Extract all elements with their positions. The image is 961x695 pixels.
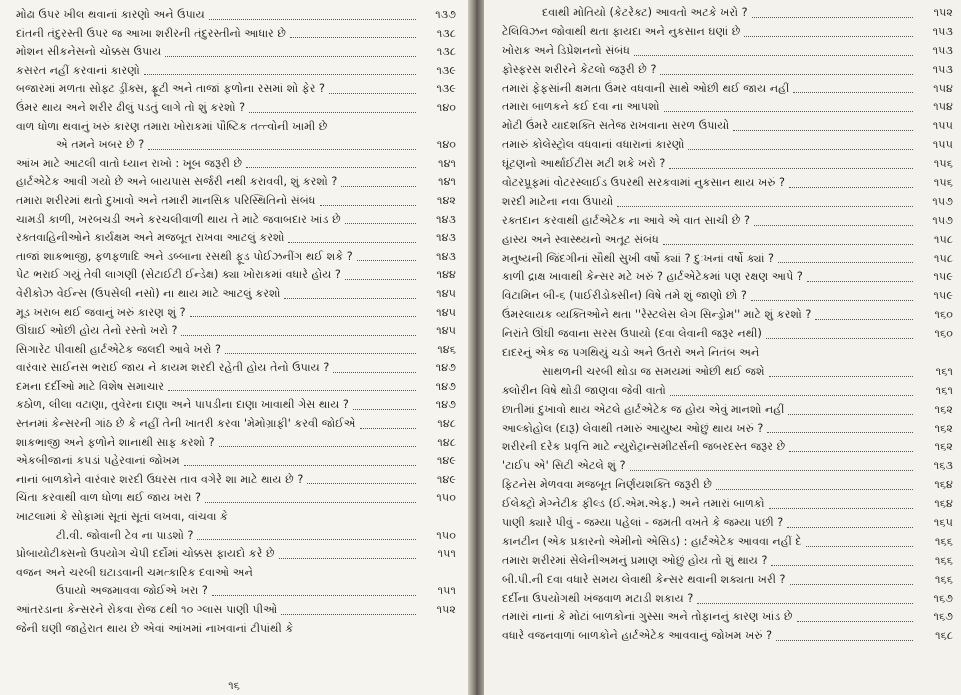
toc-entry-title: સ્તનમાં કેન્સરની ગાંઠ છે કે નહીં તેની ખાતરી કરવા 'મેમોગ્રાફી' કરવી જોઈએ: [16, 417, 356, 431]
toc-entry-title: દર્દીના ઉપયોગથી ખંજવાળ મટાડી શકાય ?: [502, 591, 694, 605]
dot-leader: [630, 470, 913, 471]
dot-leader: [288, 242, 416, 243]
toc-entry-title: જેની ઘણી જાહેરાત થાય છે એવાં આંખમાં નાખવાનાં ટીપાંથી કે: [16, 621, 294, 635]
toc-page-number: ૧૪૯: [436, 472, 456, 486]
toc-entry-title: ટી.વી. જોવાની ટેવ ના પાડશો ?: [56, 528, 194, 542]
dot-leader: [815, 319, 913, 320]
toc-page-number: ૧૪૮: [437, 435, 456, 449]
toc-entry: [16, 359, 456, 378]
toc-page-number: ૧૫૫: [932, 138, 953, 152]
toc-page-number: ૧૫૭: [932, 213, 953, 227]
toc-entry-title: શરીરની દરેક પ્રવૃત્તિ માટે ન્યુરોટ્રાન્સમીટર્સની જબરદસ્ત જરૂર છે: [502, 440, 786, 454]
dot-leader: [752, 17, 913, 18]
toc-entry-title: મોટી ઉંમરે યાદશક્તિ સતેજ રાખવાના સરળ ઉપાયો: [502, 119, 730, 133]
page-number-footer: ૧૬: [228, 679, 240, 692]
toc-entry-title: કાનટીન (એક પ્રકારનો એમીનો એસિડ) : હાર્ટએટેક આવવા નહીં દે: [502, 534, 802, 548]
toc-entry: [502, 457, 953, 476]
toc-entry: [16, 601, 456, 620]
dot-leader: [168, 390, 416, 391]
toc-entry: [16, 173, 456, 192]
dot-leader: [290, 37, 416, 38]
toc-entry-title: બી.પી.ની દવા વધારે સમય લેવાથી કેન્સર થવાની શક્યતા ખરી ?: [502, 572, 786, 586]
toc-entry-title: મોશન સીકનેસનો ચોક્કસ ઉપાય: [16, 45, 162, 59]
dot-leader: [205, 502, 416, 503]
dot-leader: [284, 298, 416, 299]
dot-leader: [209, 19, 416, 20]
dot-leader: [353, 409, 416, 410]
dot-leader: [664, 111, 913, 112]
toc-entry: [502, 42, 953, 61]
toc-page-number: ૧૪૩: [436, 231, 456, 245]
toc-page-number: ૧૫૧: [437, 547, 456, 561]
toc-page-number: ૧૬૦: [934, 327, 953, 341]
dot-leader: [144, 74, 416, 75]
toc-page-number: ૧૫૩: [932, 62, 953, 76]
dot-leader: [246, 167, 416, 168]
toc-entry-title: મૂડ ખરાબ થઈ જવાનું ખરું કારણ શું ?: [16, 305, 186, 319]
toc-page-number: ૧૫૮: [934, 251, 953, 265]
toc-page-number: ૧૬૬: [934, 572, 953, 586]
toc-entry-title: પ્રોબાયોટીક્સનો ઉપયોગ ચેપી દર્દોમાં ચોક્કસ ફાયદો કરે છે: [16, 547, 275, 561]
toc-entry: [502, 61, 953, 80]
toc-entry-title: ખાટલામાં કે સોફામાં સૂતાં સૂતાં લખવા, વાંચવા કે: [16, 510, 228, 524]
toc-entry: [502, 250, 953, 269]
toc-entry-title: વેરીકોઝ વેઈન્સ (ઉપસેલી નસો) ના થાય માટે આટલું કરશો: [16, 286, 281, 300]
dot-leader: [688, 149, 913, 150]
toc-entry-title: ટેલિવિઝન જોવાથી થતા ફાયદા અને નુકસાન ઘણાં છે: [502, 24, 741, 38]
toc-entry: [16, 564, 456, 583]
toc-page-number: ૧૬૧: [935, 364, 953, 378]
toc-entry: [502, 174, 953, 193]
toc-page-number: ૧૫૨: [436, 603, 456, 616]
toc-page-number: ૧૩૮: [436, 45, 456, 59]
dot-leader: [307, 483, 416, 484]
dot-leader: [190, 316, 416, 317]
toc-entry-title: તમારા બાળકને કઈ દવા ના આપશો: [502, 100, 660, 114]
dot-leader: [797, 621, 913, 622]
dot-leader: [771, 565, 913, 566]
toc-entry-title: એ તમને ખબર છે ?: [56, 138, 145, 152]
toc-page-number: ૧૪૫: [436, 324, 456, 338]
toc-entry: [16, 211, 456, 230]
toc-page-number: ૧૩૯: [436, 63, 456, 77]
dot-leader: [793, 92, 913, 93]
toc-entry: [16, 582, 456, 601]
dot-leader: [769, 376, 913, 377]
toc-entry: [16, 248, 456, 267]
toc-entry: [16, 118, 456, 137]
toc-entry-title: તમારા શરીરમાં થતો દુખાવો અને તમારી માનસિક પરિસ્થિતિનો સંબંધ: [16, 193, 316, 207]
toc-entry-title: હાસ્ય અને સ્વાસ્થ્યનો અતૂટ સંબંધ: [502, 232, 659, 246]
toc-entry: [16, 229, 456, 248]
toc-page-number: ૧૫૪: [933, 81, 953, 95]
toc-entry: [16, 25, 456, 44]
book-gutter: [468, 0, 484, 695]
toc-entry-title: કસરત નહીં કરવાનાં કારણો: [16, 63, 140, 77]
toc-entry: [16, 452, 456, 471]
toc-page-number: ૧૫૦: [436, 528, 456, 542]
dot-leader: [670, 395, 913, 396]
toc-entry: [502, 609, 953, 628]
toc-entry: [502, 268, 953, 287]
toc-entry: [502, 117, 953, 136]
dot-leader: [617, 206, 913, 207]
toc-entry: [16, 434, 456, 453]
toc-entry-title: ઈલેક્ટ્રો મેગ્નેટીક ફીલ્ડ (ઈ.એમ.એફ.) અને તમારાં બાળકો: [502, 497, 765, 511]
toc-entry: [16, 43, 456, 62]
toc-entry: [502, 344, 953, 363]
toc-page-number: ૧૫૩: [932, 43, 953, 57]
toc-entry: [16, 322, 456, 341]
toc-page-number: ૧૫૦: [436, 491, 456, 505]
toc-entry-title: સિગારેટ પીવાથી હાર્ટએટેક જલદી આવે ખરો ?: [16, 342, 221, 356]
toc-entry-title: શરદી માટેના નવા ઉપાયો: [502, 194, 614, 208]
dot-leader: [751, 300, 913, 301]
toc-entry-title: તમારું કોલેસ્ટ્રોલ વધવાનાં વધારાનાં કારણો: [502, 138, 685, 152]
toc-entry-title: હાર્ટએટેક આવી ગયો છે અને બાયપાસ સર્જરી નથી કરાવવી, શું કરશો ?: [16, 175, 338, 189]
toc-entry-title: તમારાં ફેફસાંની ક્ષમતા ઉંમર વધવાની સાથે ઓછી થઈ જાય નહીં: [502, 81, 790, 95]
toc-entry-title: ઊંઘાઈ ઓછી હોય તેનો રસ્તો ખરો ?: [16, 324, 178, 338]
dot-leader: [716, 489, 913, 490]
toc-entry: [502, 476, 953, 495]
dot-leader: [766, 338, 913, 339]
toc-entry: [502, 287, 953, 306]
toc-entry: [16, 341, 456, 360]
toc-entry: [502, 325, 953, 344]
toc-entry: [502, 438, 953, 457]
toc-page-number: ૧૫૬: [933, 176, 953, 189]
toc-entry-title: આલ્કોહોલ (દારૂ) લેવાથી તમારું આયુષ્ય ઓછું થાય ખરું ?: [502, 421, 764, 435]
dot-leader: [754, 225, 913, 226]
toc-entry: [16, 155, 456, 174]
toc-page-number: ૧૪૦: [436, 138, 456, 152]
toc-entry: [16, 80, 456, 99]
toc-entry: [16, 99, 456, 118]
dot-leader: [776, 640, 913, 641]
toc-entry-title: નિરાંતે ઊંઘી જવાના સરસ ઉપાયો (દવા લેવાની જરૂર નથી): [502, 327, 762, 341]
toc-page-number: ૧૬૩: [933, 459, 953, 473]
toc-page-number: ૧૫૯: [933, 289, 953, 303]
toc-entry: [16, 396, 456, 415]
toc-entry-title: દાદરનું એક જ પગથિયું ચડો અને ઉતરો અને નિતંબ અને: [502, 346, 760, 360]
toc-page-number: ૧૪૫: [436, 286, 456, 300]
dot-leader: [184, 465, 416, 466]
toc-entry: [16, 508, 456, 527]
toc-entry-title: તમારાં નાનાં કે મોટાં બાળકોનાં ગુસ્સા અને તોફાનનું કારણ ખાંડ છે: [502, 610, 793, 624]
toc-entry-title: તાજાં શાકભાજી, ફળફળાદિ અને ડબ્બાના રસથી ફૂડ પોઈઝનીંગ થઈ શકે ?: [16, 249, 353, 263]
toc-entry-title: ઘૂંટણનો આર્થાઈટીસ મટી શકે ખરો ?: [502, 157, 666, 171]
toc-page-number: ૧૬૭: [933, 610, 953, 624]
toc-entry: [16, 378, 456, 397]
right-page: [484, 0, 961, 695]
dot-leader: [345, 279, 416, 280]
toc-entry: [502, 401, 953, 420]
toc-page-number: ૧૫૯: [933, 270, 953, 284]
toc-page-number: ૧૫૨: [933, 5, 953, 19]
toc-page-number: ૧૩૮: [436, 26, 456, 40]
toc-entry: [502, 23, 953, 42]
toc-entry-title: વોટરપ્રૂફમાં વોટરસ્લાઈડ ઉપરથી સરકવામાં નુકસાન થાય ખરું ?: [502, 176, 785, 189]
toc-page-number: ૧૩૭: [435, 8, 456, 21]
toc-entry: [502, 627, 953, 646]
toc-entry: [502, 533, 953, 552]
dot-leader: [697, 603, 913, 604]
toc-entry: [502, 80, 953, 99]
dot-leader: [787, 527, 913, 528]
toc-entry: [502, 98, 953, 117]
dot-leader: [807, 281, 913, 282]
dot-leader: [778, 262, 913, 263]
dot-leader: [345, 223, 416, 224]
toc-entry: [502, 155, 953, 174]
toc-entry-title: એકબીજાનાં કપડાં પહેરવાનાં જોખમ: [16, 454, 180, 468]
toc-entry: [502, 382, 953, 401]
toc-entry-title: વારંવાર સાઈનસ ભરાઈ જાય ને કાયમ શરદી રહેતી હોય તેનો ઉપાય ?: [16, 361, 330, 375]
toc-entry-title: દાંતની તંદુરસ્તી ઉપર જ આખા શરીરની તંદુરસ્તીનો આધાર છે: [16, 26, 287, 40]
left-page: [0, 0, 468, 695]
toc-entry: [502, 571, 953, 590]
toc-page-number: ૧૪૩: [436, 212, 456, 226]
toc-entry: [502, 420, 953, 439]
toc-page-number: ૧૫૧: [437, 584, 456, 598]
dot-leader: [212, 595, 416, 596]
dot-leader: [181, 335, 416, 336]
toc-page-number: ૧૫૩: [932, 24, 953, 38]
toc-entry-title: વજન અને ચરબી ઘટાડવાની ચમત્કારિક દવાઓ અને: [16, 565, 253, 579]
toc-page-number: ૧૪૨: [437, 193, 456, 207]
toc-page-number: ૧૪૧: [438, 175, 456, 189]
toc-entry: [502, 552, 953, 571]
toc-entry: [502, 193, 953, 212]
toc-page-number: ૧૬૭: [933, 591, 953, 605]
toc-entry-title: વધારે વજનવાળાં બાળકોને હાર્ટએટેક આવવાનું જોખમ ખરું ?: [502, 629, 773, 643]
dot-leader: [788, 414, 913, 415]
toc-page-number: ૧૪૪: [436, 268, 456, 282]
toc-page-number: ૧૫૬: [933, 157, 953, 171]
dot-leader: [329, 93, 416, 94]
toc-entry: [502, 136, 953, 155]
toc-entry-title: ઉપાયો અજમાવવા જોઈએ ખરા ?: [56, 584, 208, 598]
toc-page-number: ૧૪૧: [438, 156, 456, 170]
toc-entry-title: ખોરાક અને ડિપ્રેશનનો સંબંધ: [502, 43, 631, 57]
dot-leader: [219, 446, 416, 447]
toc-page-number: ૧૪૯: [436, 454, 456, 468]
toc-entry-title: ફોસ્ફરસ શરીરને કેટલો જરૂરી છે ?: [502, 62, 657, 76]
toc-entry: [502, 514, 953, 533]
toc-entry: [16, 527, 456, 546]
toc-page-number: ૧૫૮: [934, 232, 953, 246]
dot-leader: [669, 168, 913, 169]
toc-page-number: ૧૫૫: [932, 119, 953, 133]
toc-entry-title: ચામડી કાળી, ખરબચડી અને કરચલીવાળી થાય તે માટે જવાબદાર ખાંડ છે: [16, 212, 341, 226]
dot-leader: [165, 56, 416, 57]
toc-page-number: ૧૪૫: [436, 305, 456, 319]
toc-entry-title: દમના દર્દીઓ માટે વિશેષ સમાચાર: [16, 379, 165, 393]
toc-page-number: ૧૫૪: [933, 100, 953, 114]
toc-entry: [502, 212, 953, 231]
dot-leader: [733, 130, 913, 131]
toc-entry-title: વિટામિન બી-૬ (પાઈરીડોક્સીન) વિષે તમે શું જાણો છો ?: [502, 289, 747, 303]
toc-page-number: ૧૬૬: [934, 534, 953, 548]
toc-page-number: ૧૪૭: [435, 379, 456, 393]
toc-entry-title: ઉંમરલાયક વ્યક્તિઓને થતા ''રેસ્ટલેસ લેગ સિન્ડ્રોમ'' માટે શું કરશો ?: [502, 308, 812, 322]
toc-page-number: ૧૬૧: [935, 383, 953, 397]
toc-page-number: ૧૪૮: [437, 417, 456, 431]
dot-leader: [767, 432, 913, 433]
toc-entry-title: શાકભાજી અને ફળોને શાનાથી સાફ કરશો ?: [16, 435, 215, 449]
toc-entry-title: સાથળની ચરબી થોડા જ સમયમાં ઓછી થઈ જશે: [542, 364, 765, 378]
toc-page-number: ૧૪૦: [436, 100, 456, 114]
toc-entry: [16, 304, 456, 323]
toc-entry: [502, 231, 953, 250]
toc-page-number: ૧૪૬: [437, 342, 456, 356]
toc-page-number: ૧૪૭: [435, 361, 456, 375]
toc-entry: [502, 590, 953, 609]
toc-entry-title: ક્લોરીન વિષે થોડી જાણવા જેવી વાતો: [502, 383, 666, 397]
toc-entry-title: રક્તવાહિનીઓને કાર્યક્ષમ અને મજબૂત રાખવા આટલું કરશો: [16, 231, 285, 245]
toc-entry-title: આંખ માટે આટલી વાતો ધ્યાન રાખો : ખૂબ જરૂરી છે: [16, 156, 243, 170]
dot-leader: [357, 260, 416, 261]
toc-page-number: ૧૪૭: [435, 398, 456, 412]
toc-entry-title: છાતીમાં દુખાવો થાય એટલે હાર્ટએટેક જ હોય એવું માનશો નહીં: [502, 402, 785, 416]
toc-entry: [16, 489, 456, 508]
dot-leader: [225, 353, 416, 354]
toc-entry: [502, 4, 953, 23]
dot-leader: [249, 112, 416, 113]
toc-entry-title: બજારમાં મળતા સોફ્ટ ડ્રીંક્સ, ફ્રૂટી અને તાજાં ફળોના રસમાં શો ફેર ?: [16, 82, 325, 96]
toc-entry: [16, 545, 456, 564]
toc-entry-title: પેટ ભરાઈ ગયું તેવી લાગણી (સેટાઈટી ઈન્ડેક્ષ) ક્યા ખોરાકમાં વધારે હોય ?: [16, 268, 341, 282]
toc-page-number: ૧૬૬: [934, 553, 953, 567]
toc-page-number: ૧૬૨: [934, 402, 953, 416]
dot-leader: [660, 74, 913, 75]
toc-entry: [502, 363, 953, 382]
dot-leader: [790, 584, 914, 585]
toc-page-number: ૧૬૪: [934, 497, 953, 511]
toc-entry-title: વાળ ધોળા થવાનું ખરું કારણ તમારા ખોરાકમાં પૌષ્ટિક તત્ત્વોની ખામી છે: [16, 119, 328, 133]
toc-entry-title: ચિંતા કરવાથી વાળ ધોળા થઈ જાય ખરા ?: [16, 491, 201, 505]
toc-entry: [16, 6, 456, 25]
toc-entry-title: પાણી ક્યારે પીવું - જમ્યા પહેલાં - જમતી વખતે કે જમ્યા પછી ?: [502, 516, 784, 530]
toc-entry-title: કાળી દ્રાક્ષ ખાવાથી કેન્સર મટે ખરું ? હાર્ટએટેકમાં પણ રક્ષણ આપે ?: [502, 270, 803, 284]
toc-entry-title: ઉંમર થાય અને શરીર ઢીલું પડતું લાગે તો શું કરશો ?: [16, 100, 246, 114]
dot-leader: [197, 539, 416, 540]
dot-leader: [634, 55, 913, 56]
toc-page-number: ૧૬૫: [933, 516, 953, 530]
dot-leader: [341, 186, 416, 187]
toc-entry-title: કઠોળ, લીલા વટાણા, તુવેરના દાણા અને પાપડીના દાણા ખાવાથી ગેસ થાય ?: [16, 398, 349, 412]
toc-entry-title: તમારા શરીરમાં સેલેનીઅમનું પ્રમાણ ઓછું હોય તો શું થાય ?: [502, 553, 768, 567]
toc-entry: [16, 285, 456, 304]
dot-leader: [789, 187, 913, 188]
toc-entry: [502, 495, 953, 514]
dot-leader: [148, 149, 416, 150]
toc-page-number: ૧૬૨: [934, 421, 953, 435]
toc-entry: [16, 136, 456, 155]
toc-entry: [16, 192, 456, 211]
dot-leader: [360, 428, 416, 429]
toc-page-number: ૧૬૨: [934, 440, 953, 454]
toc-entry-title: ફિટનેસ મેળવવા મજબૂત નિર્ણયશક્તિ જરૂરી છે: [502, 478, 712, 492]
toc-page-number: ૧૬૮: [935, 629, 953, 643]
toc-page-number: ૧૬૪: [934, 478, 953, 492]
dot-leader: [769, 508, 913, 509]
dot-leader: [744, 36, 913, 37]
toc-entry-title: મોઢા ઉપર ખીલ થવાનાં કારણો અને ઉપાય: [16, 8, 205, 21]
toc-entry-title: નાનાં બાળકોને વારંવાર શરદી ઉધરસ તાવ વગેરે શા માટે થાય છે ?: [16, 472, 304, 486]
toc-page-number: ૧૩૯: [436, 82, 456, 96]
toc-entry-title: 'ટાઈપ એ' સિટી એટલે શું ?: [502, 459, 626, 473]
toc-entry-title: મનુષ્યની જિંદગીનાં સૌથી સુખી વર્ષો ક્યાં ? દુઃખનાં વર્ષો ક્યાં ?: [502, 251, 774, 265]
toc-entry: [16, 266, 456, 285]
dot-leader: [279, 558, 416, 559]
toc-entry: [16, 471, 456, 490]
dot-leader: [281, 614, 416, 615]
toc-entry: [16, 415, 456, 434]
dot-leader: [320, 205, 416, 206]
toc-entry-title: આંતરડાના કેન્સરને રોકવા રોજ ૮થી ૧૦ ગ્લાસ પાણી પીઓ: [16, 603, 278, 616]
toc-entry: [502, 306, 953, 325]
dot-leader: [789, 451, 913, 452]
toc-entry-title: દવાથી મોતિયો (કેટરેક્ટ) આવતો અટકે ખરો ?: [542, 5, 748, 19]
toc-page-number: ૧૬૦: [934, 308, 953, 322]
toc-page-number: ૧૫૭: [932, 194, 953, 208]
toc-entry-title: રક્તદાન કરવાથી હાર્ટએટેક ના આવે એ વાત સાચી છે ?: [502, 213, 750, 227]
dot-leader: [333, 372, 416, 373]
toc-entry: [16, 62, 456, 81]
dot-leader: [663, 244, 913, 245]
toc-page-number: ૧૪૩: [436, 249, 456, 263]
dot-leader: [806, 546, 913, 547]
toc-entry: [16, 620, 456, 639]
